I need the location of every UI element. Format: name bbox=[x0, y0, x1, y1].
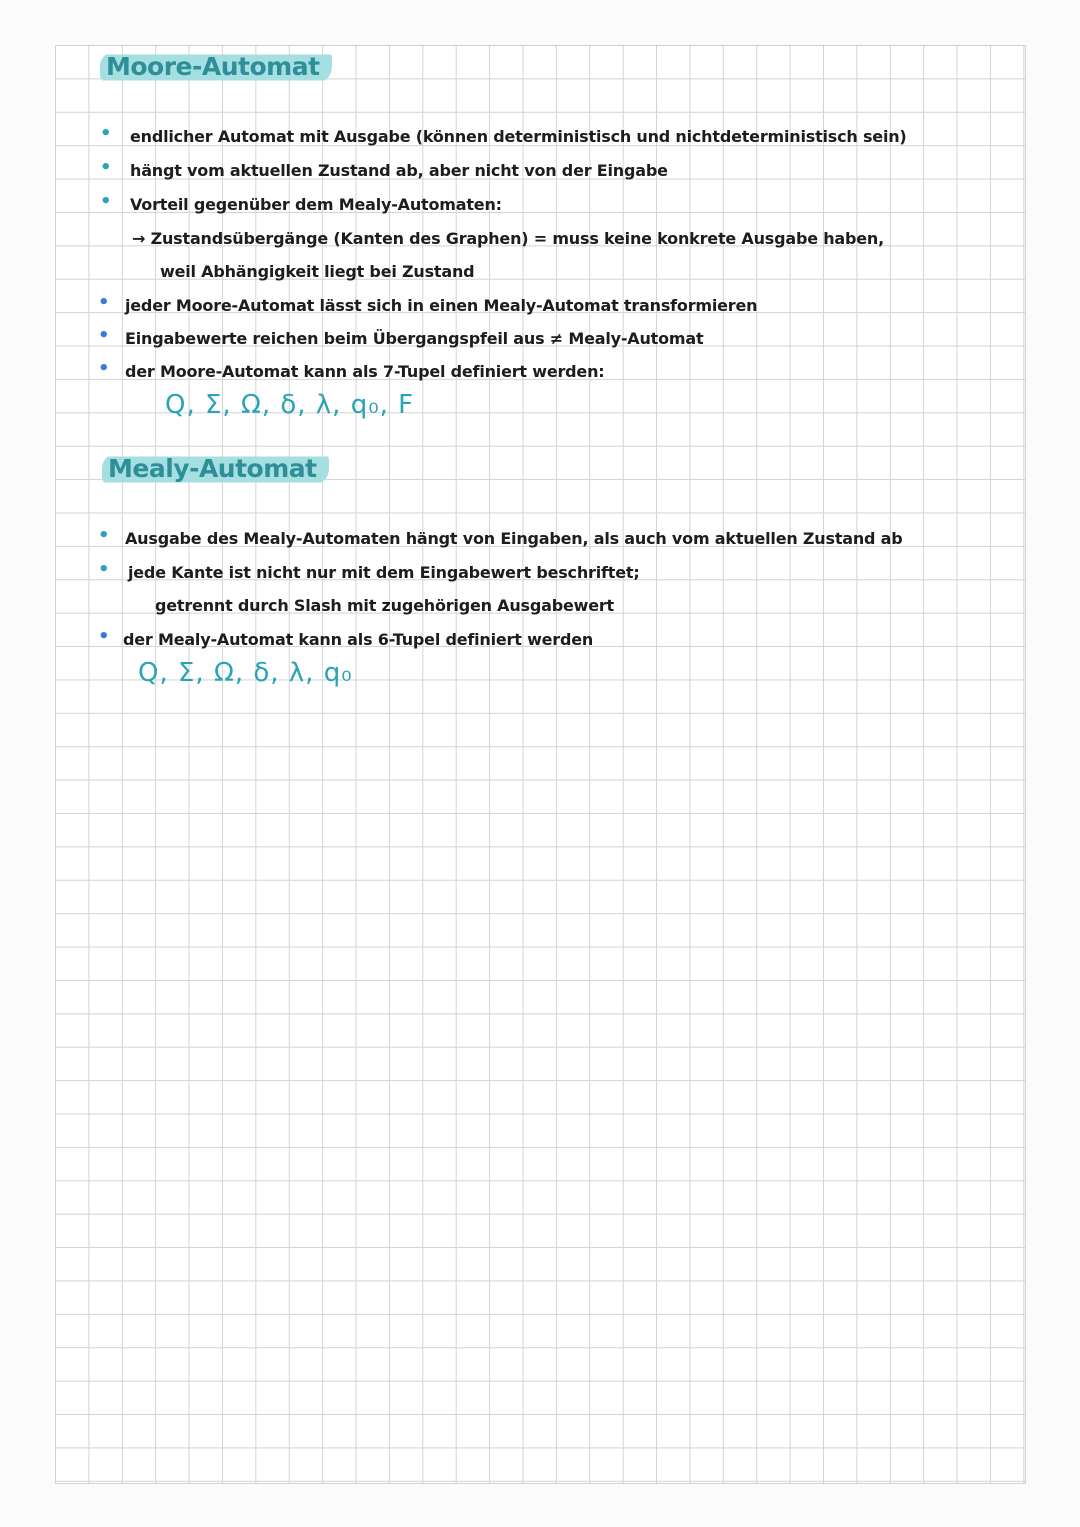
moore-item-4: jeder Moore-Automat lässt sich in einen Mealy-Automat transformieren bbox=[125, 296, 758, 315]
bullet-dot: • bbox=[100, 191, 112, 212]
moore-item-1: endlicher Automat mit Ausgabe (können deterministisch und nichtdeterministisch sein) bbox=[130, 127, 907, 146]
moore-item-3: Vorteil gegenüber dem Mealy-Automaten: bbox=[130, 195, 502, 214]
moore-item-3-sub-1: → Zustandsübergänge (Kanten des Graphen) = muss keine konkrete Ausgabe haben, bbox=[132, 229, 884, 248]
mealy-tuple-formula: Q, Σ, Ω, δ, λ, q₀ bbox=[138, 658, 353, 688]
bullet-dot: • bbox=[100, 157, 112, 178]
bullet-dot: • bbox=[98, 626, 110, 647]
grid-paper bbox=[55, 45, 1026, 1484]
moore-item-2: hängt vom aktuellen Zustand ab, aber nicht von der Eingabe bbox=[130, 161, 668, 180]
mealy-item-2: jede Kante ist nicht nur mit dem Eingabewert beschriftet; bbox=[128, 563, 640, 582]
heading-moore-automat: Moore-Automat bbox=[100, 52, 332, 83]
moore-item-6: der Moore-Automat kann als 7-Tupel definiert werden: bbox=[125, 362, 605, 381]
moore-item-3-sub-2: weil Abhängigkeit liegt bei Zustand bbox=[160, 262, 475, 281]
mealy-item-3: der Mealy-Automat kann als 6-Tupel definiert werden bbox=[123, 630, 594, 649]
bullet-dot: • bbox=[98, 358, 110, 379]
bullet-dot: • bbox=[98, 292, 110, 313]
mealy-item-2-cont: getrennt durch Slash mit zugehörigen Ausgabewert bbox=[155, 596, 614, 615]
heading-mealy-automat: Mealy-Automat bbox=[102, 454, 329, 485]
moore-tuple-formula: Q, Σ, Ω, δ, λ, q₀, F bbox=[165, 390, 415, 420]
bullet-dot: • bbox=[98, 325, 110, 346]
mealy-item-1: Ausgabe des Mealy-Automaten hängt von Eingaben, als auch vom aktuellen Zustand ab bbox=[125, 529, 903, 548]
bullet-dot: • bbox=[98, 525, 110, 546]
moore-item-5: Eingabewerte reichen beim Übergangspfeil aus ≠ Mealy-Automat bbox=[125, 329, 704, 348]
bullet-dot: • bbox=[100, 123, 112, 144]
bullet-dot: • bbox=[98, 559, 110, 580]
